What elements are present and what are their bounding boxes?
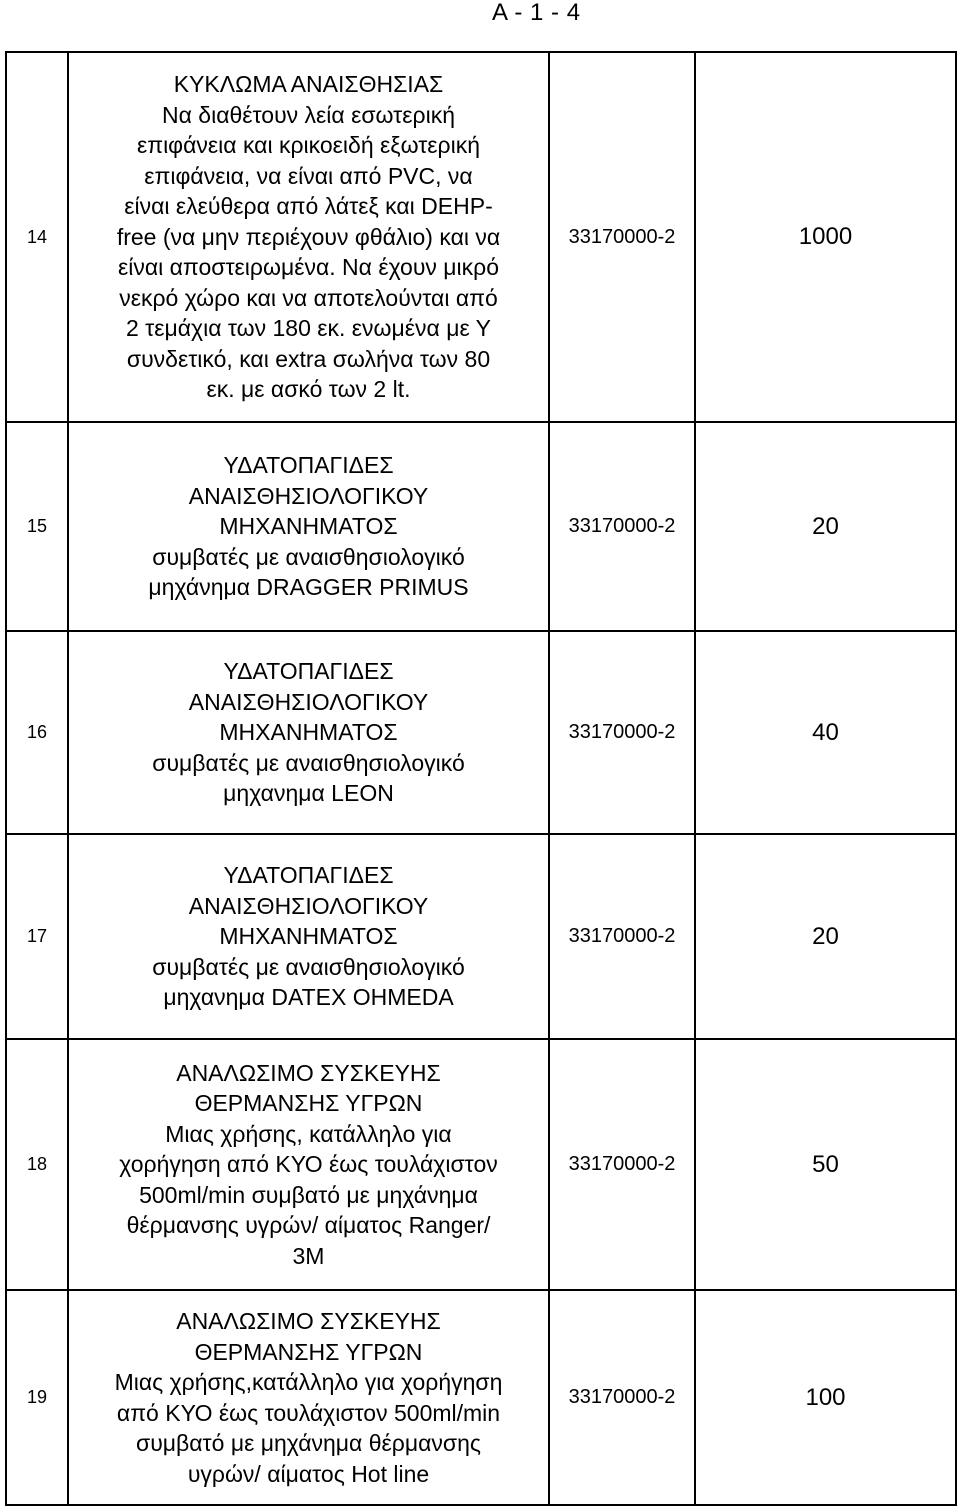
description-line: θέρμανσης υγρών/ αίματος Ranger/	[126, 1212, 491, 1239]
item-number: 16	[6, 631, 68, 834]
description-line: Μιας χρήσης,κατάλληλο για χορήγηση	[114, 1369, 503, 1395]
items-table	[5, 51, 957, 1506]
item-description	[68, 1290, 549, 1505]
item-description	[68, 834, 549, 1039]
description-line: ΜΗΧΑΝΗΜΑΤΟΣ	[219, 513, 398, 540]
description-line: free (να μην περιέχουν φθάλιο) και να	[116, 223, 501, 250]
item-description	[68, 1039, 549, 1290]
description-line: συμβατό με μηχάνημα θέρμανσης	[136, 1430, 481, 1456]
description-line: είναι ελεύθερα από λάτεξ και DEHP-	[124, 193, 493, 220]
description-line: συμβατές με αναισθησιολογικό	[152, 749, 465, 776]
description-line: συμβατές με αναισθησιολογικό	[152, 953, 465, 980]
quantity: 20	[695, 422, 956, 631]
item-number: 15	[6, 422, 68, 631]
description-line: 500ml/min συμβατό με μηχάνημα	[139, 1181, 478, 1208]
cpv-code: 33170000-2	[549, 1290, 695, 1505]
item-description-text	[69, 656, 548, 809]
item-description-text	[69, 1058, 548, 1272]
item-number: 14	[6, 52, 68, 422]
table-row	[6, 1039, 956, 1290]
description-line: υγρών/ αίματος Hot line	[187, 1460, 430, 1487]
table-row	[6, 631, 956, 834]
description-line: μηχανημα LEON	[223, 780, 394, 807]
page-number-label: A - 1 - 4	[492, 0, 581, 26]
description-line: ΥΔΑΤΟΠΑΓΙΔΕΣ	[223, 862, 394, 889]
description-line: μηχάνημα DRAGGER PRIMUS	[148, 574, 469, 601]
description-line: επιφάνεια και κρικοειδή εξωτερική	[136, 132, 481, 159]
table-row	[6, 834, 956, 1039]
item-number: 19	[6, 1290, 68, 1505]
item-number: 18	[6, 1039, 68, 1290]
quantity: 50	[695, 1039, 956, 1290]
description-line: ΥΔΑΤΟΠΑΓΙΔΕΣ	[223, 452, 394, 479]
description-line: επιφάνεια, να είναι από PVC, να	[144, 162, 473, 189]
description-line: ΚΥΚΛΩΜΑ ΑΝΑΙΣΘΗΣΙΑΣ	[173, 71, 444, 98]
item-description	[68, 422, 549, 631]
cpv-code: 33170000-2	[549, 52, 695, 422]
description-line: από ΚΥΟ έως τουλάχιστον 500ml/min	[116, 1399, 501, 1426]
description-line: 2 τεμάχια των 180 εκ. ενωμένα με Υ	[125, 315, 492, 342]
item-description-text	[69, 860, 548, 1013]
item-description-text	[69, 450, 548, 603]
description-line: ΑΝΑΙΣΘΗΣΙΟΛΟΓΙΚΟΥ	[188, 892, 429, 919]
cpv-code: 33170000-2	[549, 422, 695, 631]
quantity: 20	[695, 834, 956, 1039]
quantity: 100	[695, 1290, 956, 1505]
description-line: εκ. με ασκό των 2 lt.	[206, 376, 411, 403]
description-line: ΘΕΡΜΑΝΣΗΣ ΥΓΡΩΝ	[194, 1090, 423, 1117]
description-line: ΘΕΡΜΑΝΣΗΣ ΥΓΡΩΝ	[194, 1338, 423, 1365]
description-line: ΑΝΑΛΩΣΙΜΟ ΣΥΣΚΕΥΗΣ	[176, 1059, 441, 1086]
items-table-body	[6, 52, 956, 1505]
item-description-text	[69, 69, 548, 405]
description-line: Να διαθέτουν λεία εσωτερική	[161, 101, 456, 128]
table-row	[6, 52, 956, 422]
item-description	[68, 52, 549, 422]
quantity: 40	[695, 631, 956, 834]
table-row	[6, 1290, 956, 1505]
description-line: είναι αποστειρωμένα. Να έχουν μικρό	[117, 254, 500, 281]
description-line: ΑΝΑΙΣΘΗΣΙΟΛΟΓΙΚΟΥ	[188, 688, 429, 715]
description-line: ΑΝΑΛΩΣΙΜΟ ΣΥΣΚΕΥΗΣ	[176, 1308, 441, 1334]
description-line: συμβατές με αναισθησιολογικό	[152, 543, 465, 570]
description-line: μηχανημα DATEX OHMEDA	[163, 984, 454, 1011]
description-line: ΜΗΧΑΝΗΜΑΤΟΣ	[219, 923, 398, 950]
description-line: ΜΗΧΑΝΗΜΑΤΟΣ	[219, 719, 398, 746]
description-line: 3M	[292, 1242, 325, 1269]
description-line: Μιας χρήσης, κατάλληλο για	[165, 1120, 452, 1147]
cpv-code: 33170000-2	[549, 1039, 695, 1290]
description-line: συνδετικό, και extra σωλήνα των 80	[126, 345, 491, 372]
description-line: ΑΝΑΙΣΘΗΣΙΟΛΟΓΙΚΟΥ	[188, 482, 429, 509]
quantity: 1000	[695, 52, 956, 422]
item-description	[68, 631, 549, 834]
cpv-code: 33170000-2	[549, 631, 695, 834]
description-line: ΥΔΑΤΟΠΑΓΙΔΕΣ	[223, 658, 394, 685]
item-number: 17	[6, 834, 68, 1039]
description-line: χορήγηση από ΚΥΟ έως τουλάχιστον	[119, 1151, 498, 1178]
table-row	[6, 422, 956, 631]
cpv-code: 33170000-2	[549, 834, 695, 1039]
description-line: νεκρό χώρο και να αποτελούνται από	[119, 284, 498, 311]
item-description-text	[69, 1306, 548, 1489]
